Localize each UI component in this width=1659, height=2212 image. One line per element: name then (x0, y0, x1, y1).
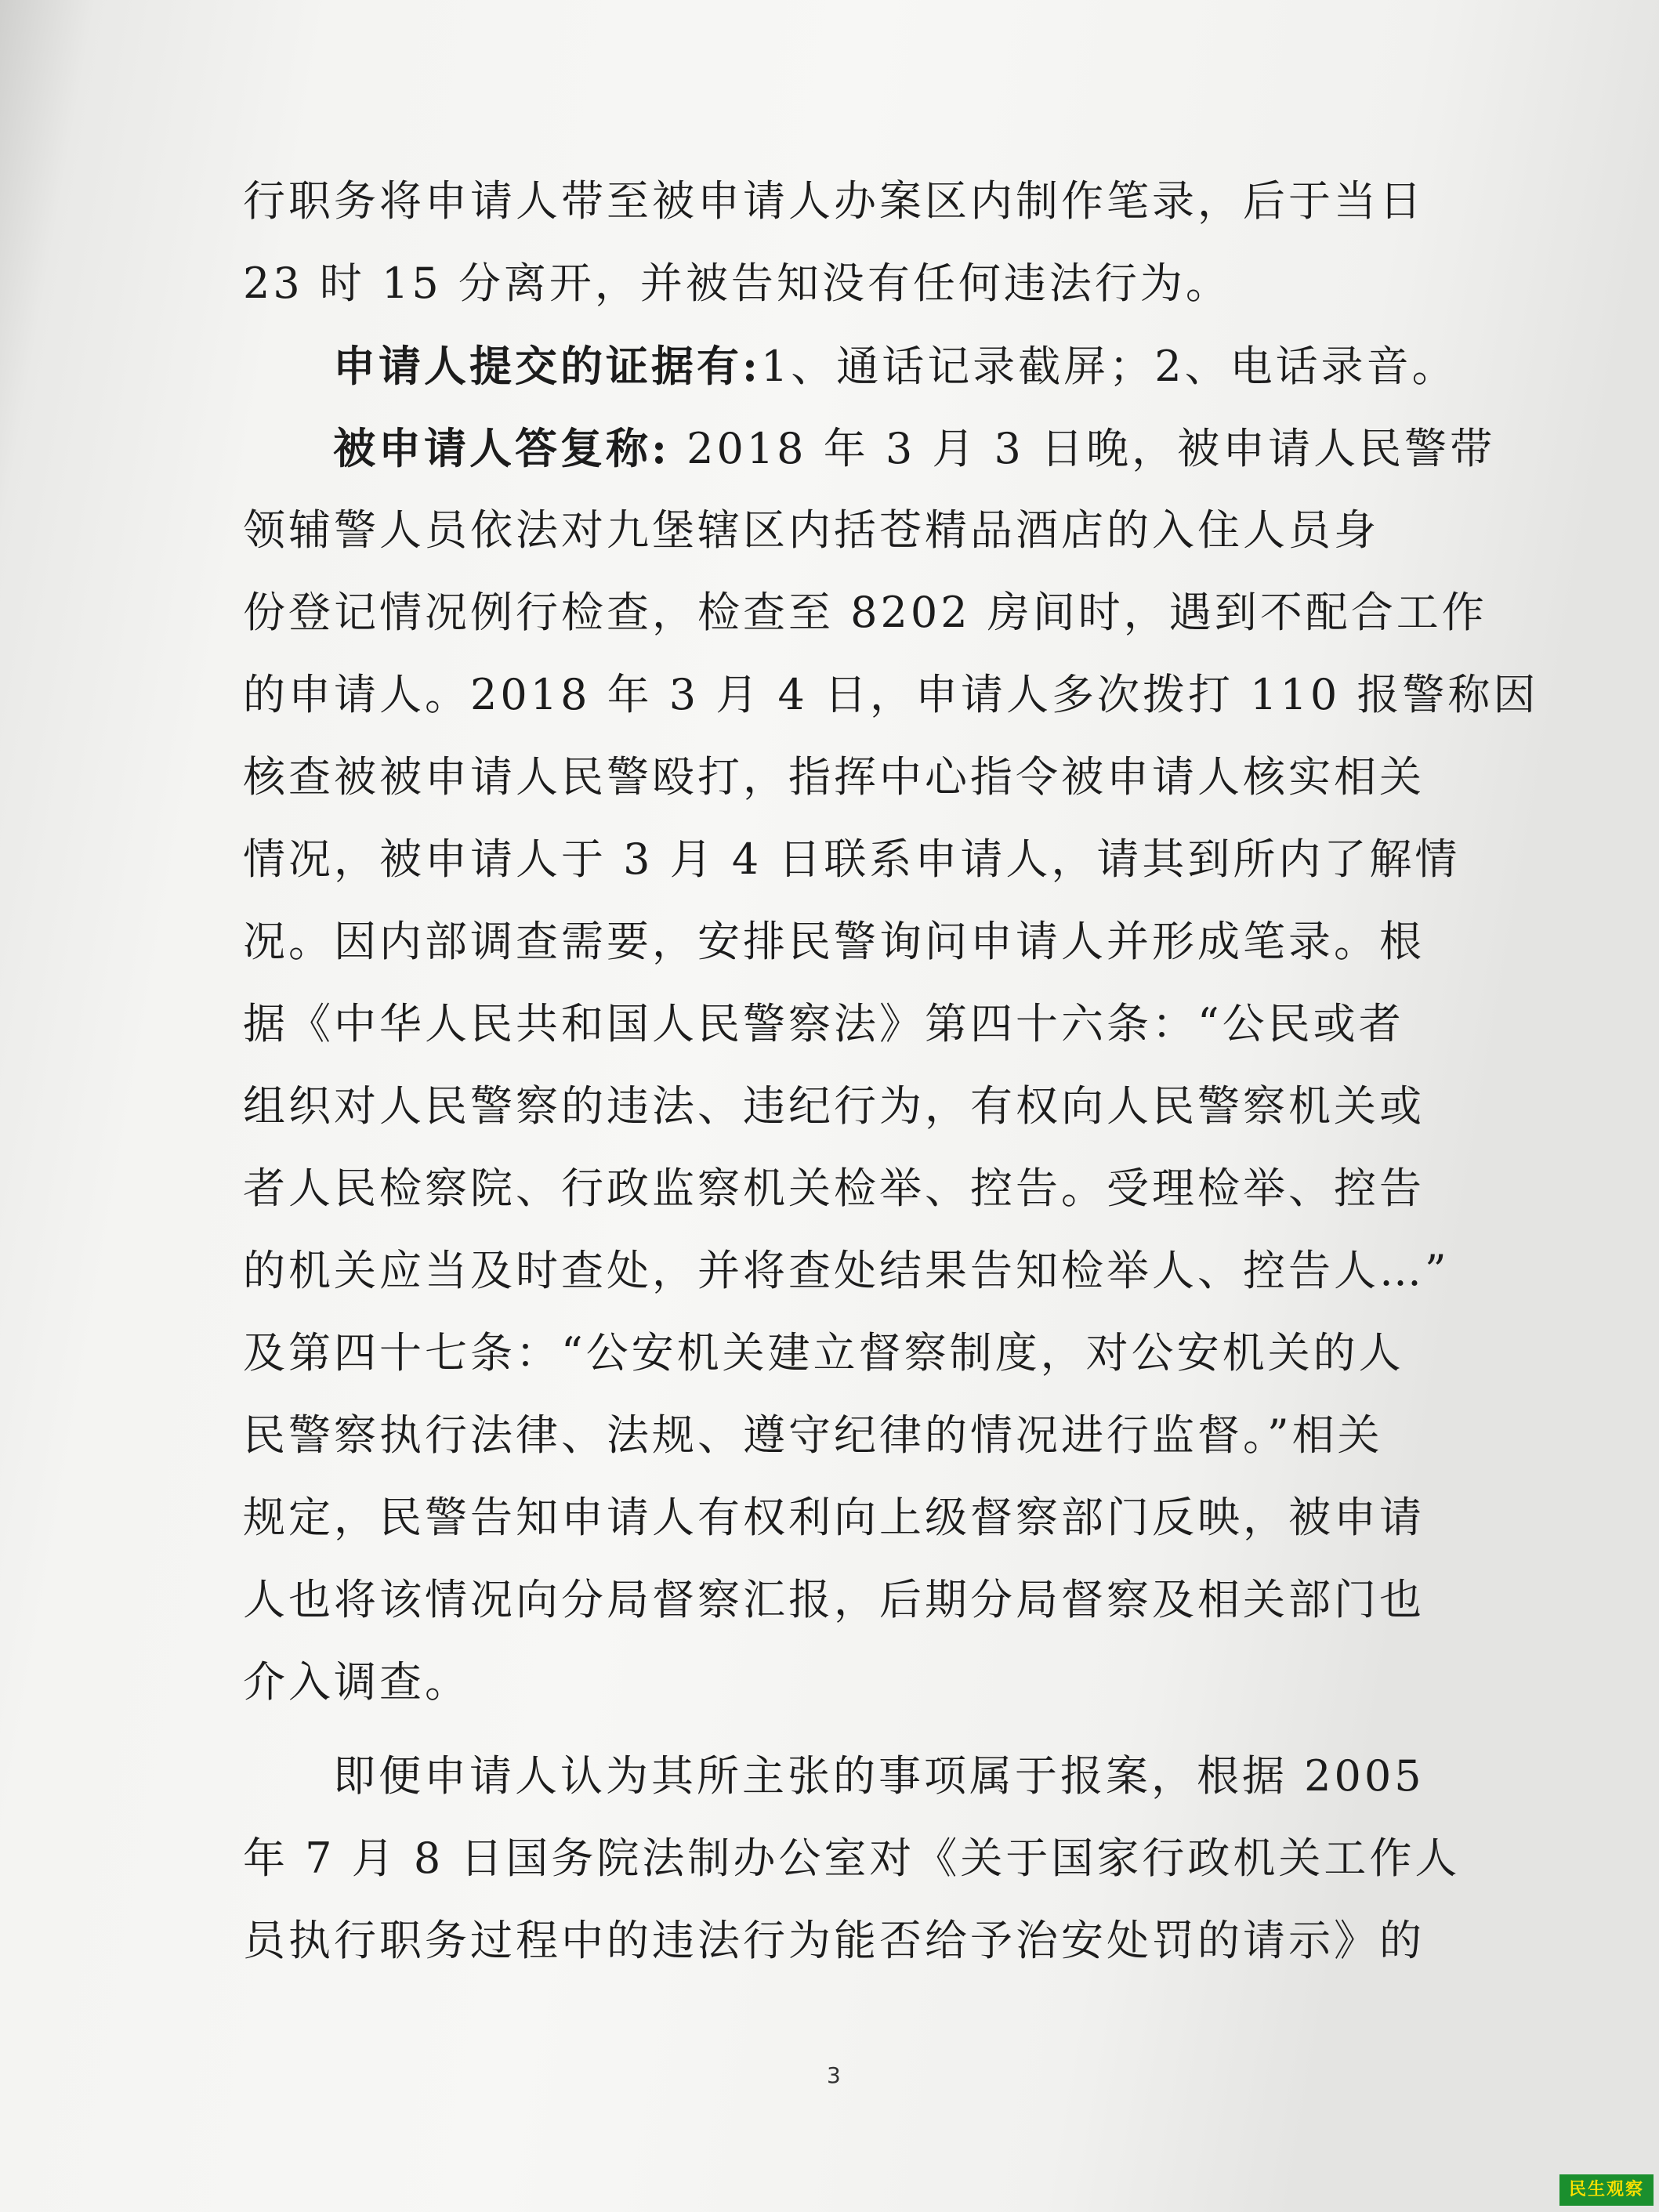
line-text: 组织对人民警察的违法、违纪行为，有权向人民警察机关或 (243, 1081, 1425, 1131)
line-text: 23 时 15 分离开，并被告知没有任何违法行为。 (243, 259, 1231, 308)
line-text: 年 7 月 8 日国务院法制办公室对《关于国家行政机关工作人 (243, 1834, 1461, 1883)
line-text: 份登记情况例行检查，检查至 8202 房间时，遇到不配合工作 (243, 588, 1487, 637)
paragraph-start-line (333, 1751, 1425, 1801)
watermark-logo: 民生观察 (1559, 2174, 1654, 2206)
text-line (243, 999, 1418, 1049)
line-text: 人也将该情况向分局督察汇报，后期分局督察及相关部门也 (243, 1575, 1425, 1624)
line-text: 情况，被申请人于 3 月 4 日联系申请人，请其到所内了解情 (243, 834, 1461, 884)
line-text: 介入调查。 (243, 1657, 470, 1707)
page-number: 3 (827, 2062, 841, 2088)
evidence-heading: 申请人提交的证据有: (333, 341, 761, 391)
text-line (243, 917, 1425, 967)
text-line (243, 834, 1461, 885)
text-line (243, 505, 1418, 556)
line-text: 及第四十七条：“公安机关建立督察制度，对公安机关的人 (243, 1328, 1404, 1378)
line-text: 员执行职务过程中的违法行为能否给予治安处罚的请示》的 (243, 1916, 1425, 1965)
line-text: 况。因内部调查需要，安排民警询问申请人并形成笔录。根 (243, 917, 1425, 966)
text-line (243, 1328, 1418, 1378)
line-text: 民警察执行法律、法规、遵守纪律的情况进行监督。”相关 (243, 1410, 1383, 1460)
line-text: 规定，民警告知申请人有权利向上级督察部门反映，被申请 (243, 1493, 1425, 1542)
line-text: 领辅警人员依法对九堡辖区内括苍精品酒店的入住人员身 (243, 505, 1379, 555)
text-line (243, 176, 1425, 226)
text-line (243, 670, 1539, 720)
text-line (243, 1657, 1418, 1707)
evidence-list: 1、通话记录截屏；2、电话录音。 (760, 342, 1458, 391)
reply-heading: 被申请人答复称: (333, 423, 670, 473)
text-line (243, 752, 1425, 802)
text-line (243, 259, 1418, 309)
line-text: 据《中华人民共和国人民警察法》第四十六条：“公民或者 (243, 999, 1404, 1048)
reply-line (333, 423, 1496, 474)
text-line (243, 588, 1487, 638)
text-line (243, 1493, 1425, 1543)
text-line (243, 1916, 1425, 1966)
line-text: 的机关应当及时查处，并将查处结果告知检举人、控告人…” (243, 1246, 1450, 1295)
line-text: 核查被被申请人民警殴打，指挥中心指令被申请人核实相关 (243, 752, 1425, 802)
text-line (243, 1081, 1425, 1131)
line-text: 即便申请人认为其所主张的事项属于报案，根据 2005 (333, 1751, 1425, 1801)
line-text: 行职务将申请人带至被申请人办案区内制作笔录，后于当日 (243, 176, 1425, 226)
text-line (243, 1410, 1418, 1461)
evidence-line (333, 341, 1458, 392)
line-text: 的申请人。2018 年 3 月 4 日，申请人多次拨打 110 报警称因 (243, 670, 1539, 719)
text-line (243, 1575, 1425, 1625)
reply-text: 2018 年 3 月 3 日晚，被申请人民警带 (669, 424, 1496, 473)
text-line (243, 1834, 1461, 1884)
line-text: 者人民检察院、行政监察机关检举、控告。受理检举、控告 (243, 1164, 1425, 1213)
text-line (243, 1246, 1450, 1296)
text-line (243, 1164, 1425, 1214)
